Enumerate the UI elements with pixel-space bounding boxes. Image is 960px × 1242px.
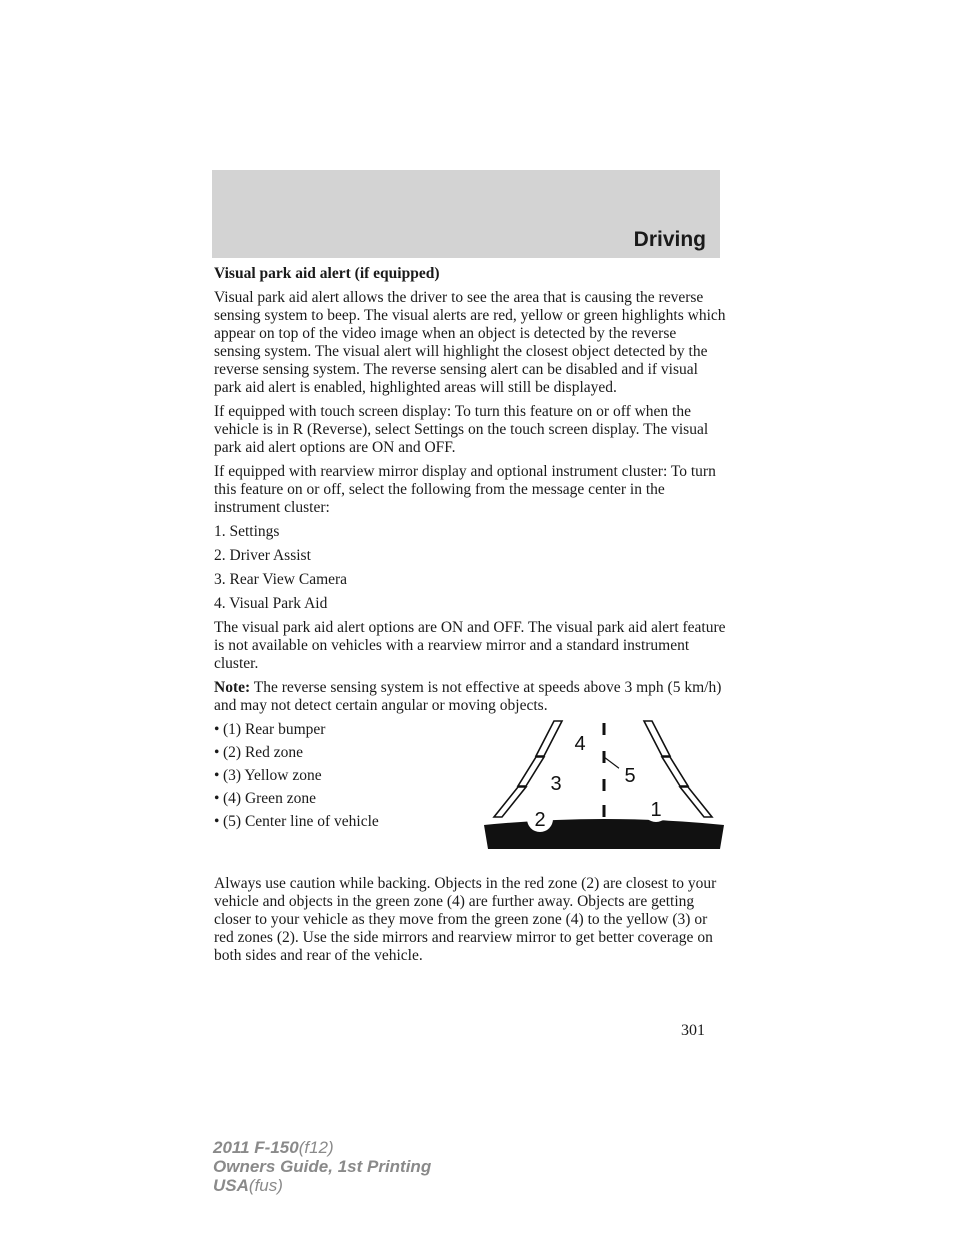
- page-content: [214, 265, 726, 971]
- footer-model-code: (f12): [298, 1138, 334, 1157]
- section-header-band: [212, 170, 720, 258]
- bullet-icon: •: [214, 744, 220, 761]
- list-item: [214, 744, 464, 762]
- note-text: The reverse sensing system is not effective at speeds above 3 mph (5 km/h) and may not detect certain angular or moving objects.: [214, 679, 722, 714]
- footer-market: USA: [213, 1176, 249, 1195]
- footer-market-code: (fus): [248, 1176, 283, 1195]
- note-label: Note:: [214, 679, 251, 696]
- mirror-display-paragraph: If equipped with rearview mirror display and optional instrument cluster: To turn this feature on or off, select the following from the message center in the instrument cluster:: [214, 463, 716, 516]
- callout-3: 3: [550, 773, 562, 795]
- callout-5: 5: [624, 765, 636, 787]
- callout-1: 1: [650, 799, 662, 821]
- step-item: 4. Visual Park Aid: [214, 595, 328, 612]
- legend-text: (4) Green zone: [223, 790, 316, 807]
- footer-line-1: [213, 1138, 431, 1157]
- legend-list: [214, 721, 464, 831]
- legend-text: (2) Red zone: [223, 744, 304, 761]
- footer-print-info: [213, 1138, 431, 1195]
- bullet-icon: •: [214, 767, 220, 784]
- callout-2: 2: [534, 809, 546, 831]
- step-item: 3. Rear View Camera: [214, 571, 348, 588]
- footer-line-2: [213, 1157, 431, 1176]
- options-paragraph: The visual park aid alert options are ON and OFF. The visual park aid alert feature is not available on vehicles with a rearview mirror and a standard instrument cluster.: [214, 619, 726, 672]
- legend-text: (1) Rear bumper: [223, 721, 326, 738]
- list-item: [214, 790, 464, 808]
- list-item: [214, 721, 464, 739]
- bullet-icon: •: [214, 790, 220, 807]
- legend-text: (3) Yellow zone: [223, 767, 322, 784]
- intro-paragraph: Visual park aid alert allows the driver to see the area that is causing the reverse sensing system to beep. The visual alerts are red, yellow or green highlights which appear on top of the video image when an object is detected by the reverse sensing system. The visual alert will highlight the closest object detected by the reverse sensing system. The reverse sensing alert can be disabled and if visual park aid alert is enabled, highlighted areas will still be displayed.: [214, 289, 726, 396]
- page-number: 301: [681, 1022, 705, 1039]
- section-title: Driving: [633, 228, 706, 251]
- bullet-icon: •: [214, 721, 220, 738]
- list-item: [214, 767, 464, 785]
- steps-list: [214, 523, 726, 613]
- callout-5-leader: [604, 757, 620, 769]
- section-heading: Visual park aid alert (if equipped): [214, 265, 440, 282]
- caution-paragraph: Always use caution while backing. Objects in the red zone (2) are closest to your vehicle and objects in the green zone (4) are further away. Objects are getting closer to your vehicle as they move from the green zone (4) to the yellow (3) or red zones (2). Use the side mirrors and rearview mirror to get better coverage on both sides and rear of the vehicle.: [214, 875, 717, 964]
- footer-line-3: [213, 1176, 431, 1195]
- bullet-icon: •: [214, 813, 220, 830]
- legend-text: (5) Center line of vehicle: [223, 813, 379, 830]
- legend-and-diagram: [214, 721, 726, 863]
- step-item: 1. Settings: [214, 523, 280, 540]
- rear-bumper-shape: [484, 819, 724, 849]
- list-item: [214, 813, 464, 831]
- park-aid-zones-diagram: [480, 713, 728, 863]
- step-item: 2. Driver Assist: [214, 547, 311, 564]
- footer-model: 2011 F-150: [213, 1138, 299, 1157]
- note-paragraph: [214, 679, 726, 715]
- callout-4: 4: [574, 733, 586, 755]
- left-zone-lines: [494, 721, 562, 817]
- touch-screen-paragraph: If equipped with touch screen display: To turn this feature on or off when the vehicle is in R (Reverse), select Settings on the touch screen display. The visual park aid alert options are ON and OFF.: [214, 403, 709, 456]
- footer-guide: Owners Guide, 1st Printing: [213, 1157, 432, 1176]
